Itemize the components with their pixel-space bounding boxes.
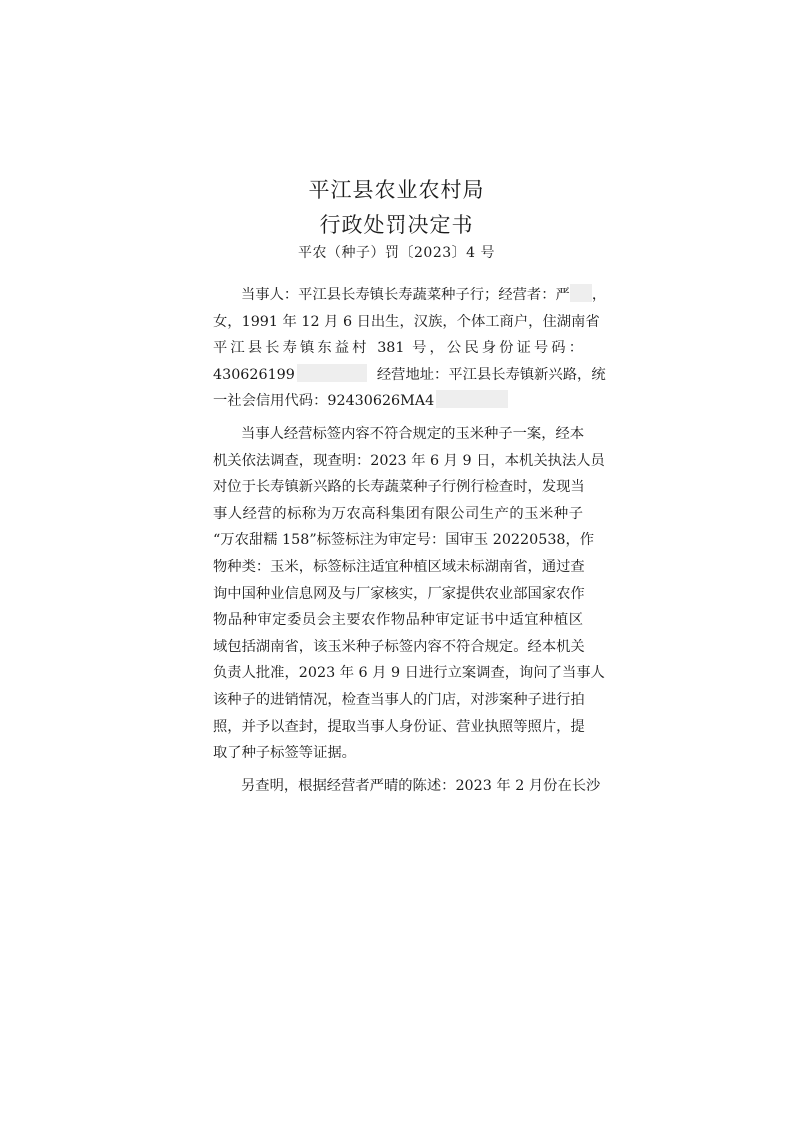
facts-line: 该种子的进销情况，检查当事人的门店，对涉案种子进行拍	[213, 691, 585, 708]
document-title: 行政处罚决定书	[319, 213, 474, 237]
party-name-text: 当事人：平江县长寿镇长寿蔬菜种子行；经营者：严	[241, 287, 570, 303]
document-number: 平农（种子）罚〔2023〕4 号	[298, 245, 495, 261]
facts-line: 取了种子标签等证据。	[213, 745, 356, 762]
document-body	[213, 282, 607, 799]
facts-line: 域包括湖南省，该玉米种子标签内容不符合规定。经本机关	[213, 638, 585, 655]
facts-line: “万农甜糯 158”标签标注为审定号：国审玉 20220538，作	[213, 532, 595, 549]
issuing-organization: 平江县农业农村局	[308, 178, 485, 202]
facts-line: 询中国种业信息网及与厂家核实，厂家提供农业部国家农作	[213, 585, 585, 602]
party-line-5	[213, 388, 583, 415]
party-line-2: 女，1991 年 12 月 6 日出生，汉族，个体工商户，住湖南省	[213, 313, 600, 330]
facts-line: 照，并予以查封，提取当事人身份证、营业执照等照片，提	[213, 718, 585, 735]
facts-line: 事人经营的标称为万农高科集团有限公司生产的玉米种子	[213, 505, 583, 522]
redaction-block	[436, 390, 508, 408]
facts-line: 物品种审定委员会主要农作物品种审定证书中适宜种植区	[213, 612, 583, 629]
facts-line: 负责人批准，2023 年 6 月 9 日进行立案调查，询问了当事人	[213, 665, 605, 682]
facts-line: 对位于长寿镇新兴路的长寿蔬菜种子行例行检查时，发现当	[213, 479, 585, 496]
party-line-1-end: ，	[591, 287, 607, 303]
redaction-block	[297, 364, 367, 382]
further-facts-line: 另查明，根据经营者严晴的陈述：2023 年 2 月份在长沙	[241, 777, 601, 794]
party-line-1	[213, 282, 607, 309]
business-address: 经营地址：平江县长寿镇新兴路，统	[376, 366, 606, 383]
party-line-3: 平江县长寿镇东益村 381 号，公民身份证号码：	[213, 340, 583, 357]
facts-line: 物种类：玉米，标签标注适宜种植区域未标湖南省，通过查	[213, 558, 585, 575]
credit-code-prefix: 一社会信用代码：92430626MA4	[213, 393, 435, 410]
facts-line: 机关依法调查，现查明：2023 年 6 月 9 日，本机关执法人员	[213, 452, 605, 469]
redaction-block	[570, 284, 592, 302]
facts-line: 当事人经营标签内容不符合规定的玉米种子一案，经本	[241, 425, 585, 442]
id-number-prefix: 430626199	[213, 366, 295, 383]
party-line-4	[213, 362, 606, 389]
